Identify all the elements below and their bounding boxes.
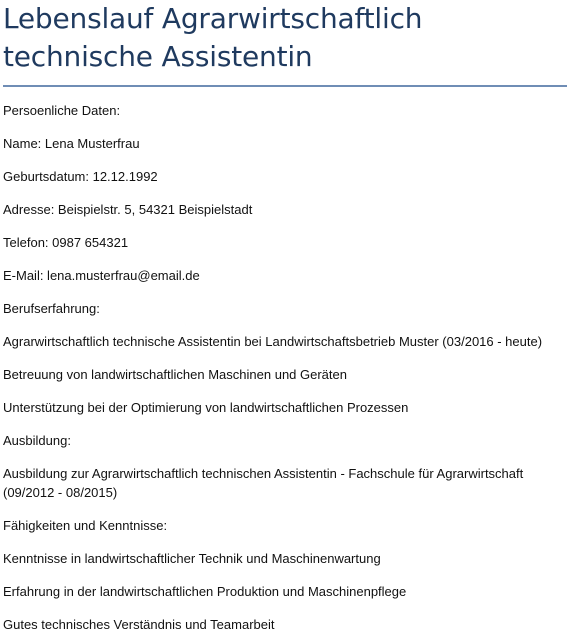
document-title: Lebenslauf Agrarwirtschaftlich technische Assistentin — [3, 2, 423, 73]
personal-name: Name: Lena Musterfrau — [3, 136, 140, 151]
personal-email: E-Mail: lena.musterfrau@email.de — [3, 268, 200, 283]
experience-task-2: Unterstützung bei der Optimierung von landwirtschaftlichen Prozessen — [3, 400, 409, 415]
personal-phone: Telefon: 0987 654321 — [3, 235, 129, 250]
skill-3: Gutes technisches Verständnis und Teamarbeit — [3, 617, 275, 632]
skill-2: Erfahrung in der landwirtschaftlichen Produktion und Maschinenpflege — [3, 584, 407, 599]
section-heading-personal: Persoenliche Daten: — [3, 103, 121, 118]
section-heading-experience: Berufserfahrung: — [3, 301, 100, 316]
section-heading-education: Ausbildung: — [3, 433, 71, 448]
education-entry: Ausbildung zur Agrarwirtschaftlich technischen Assistentin - Fachschule für Agrarwirtschaft (09/2012 - 08/2015) — [3, 466, 524, 500]
experience-position: Agrarwirtschaftlich technische Assistentin bei Landwirtschaftsbetrieb Muster (03/2016 - heute) — [3, 334, 543, 349]
experience-task-1: Betreuung von landwirtschaftlichen Maschinen und Geräten — [3, 367, 347, 382]
skill-1: Kenntnisse in landwirtschaftlicher Technik und Maschinenwartung — [3, 551, 381, 566]
personal-address: Adresse: Beispielstr. 5, 54321 Beispielstadt — [3, 202, 253, 217]
resume-body — [3, 101, 564, 634]
title-divider — [3, 85, 567, 87]
section-heading-skills: Fähigkeiten und Kenntnisse: — [3, 518, 168, 533]
personal-birthdate: Geburtsdatum: 12.12.1992 — [3, 169, 158, 184]
